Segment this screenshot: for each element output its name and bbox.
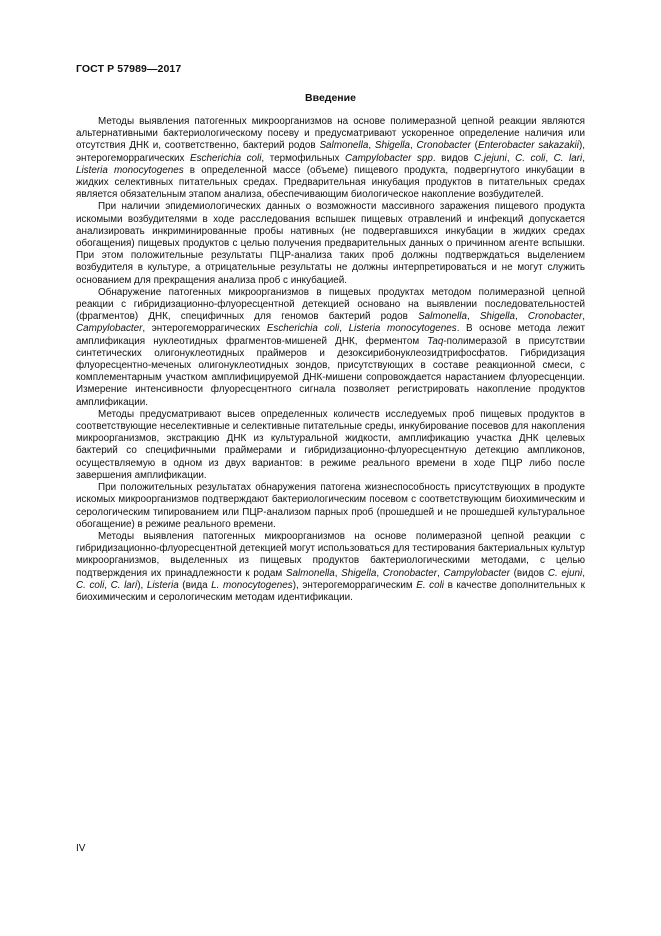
italic-term: Cronobacter [382,567,438,579]
italic-term: Listeria monocytogenes [76,164,184,176]
italic-term: Salmonella [319,140,369,152]
italic-term: Campylobacter [443,567,510,579]
italic-term: C. lari [110,579,138,591]
standard-header: ГОСТ Р 57989—2017 [76,63,182,75]
italic-term: Enterobacter sakazakii [477,140,579,152]
italic-term: Campylobacter spp [344,152,433,164]
italic-term: Salmonella [418,311,467,323]
paragraph: Методы выявления патогенных микроорганизмов на основе полимеразной цепной реакции являются альтернативными бактериологическому посеву и предусматривают ускоренное определение наличия или отсутствия ДНК и, соответственно, бактерий родов Salmonella, Shigella, Cronobacter (Enterobacter sakazakii), энтерогеморрагических Escherichia coli, термофильных Campylobacter spp. видов C.jejuni, C. coli, C. lari, Listeria monocytogenes в определенной массе (объеме) пищевого продукта, подвергнутого инкубации в жидких селективных питательных средах. Предварительная инкубация продуктов в питательных средах является обязательным этапом анализа, обеспечивающим биологическое накопление возбудителей. [76,116,585,201]
page-number: IV [76,843,86,854]
italic-term: Salmonella [285,567,335,579]
italic-term: Shigella [374,140,410,152]
italic-term: Listeria monocytogenes [348,323,457,335]
paragraph: Обнаружение патогенных микроорганизмов в пищевых продуктах методом полимеразной цепной реакции с гибридизационно-флуоресцентной детекцией основано на выявлении последовательностей (фрагментов) ДНК, специфичных для геномов бактерий родов Salmonella, Shigella, Cronobacter, Campylobacter, энтерогеморрагических Escherichia coli, Listeria monocytogenes. В основе метода лежит амплификация нуклеотидных фрагментов-мишеней ДНК, ферментом Taq-полимеразой в присутствии синтетических олигонуклеотидных праймеров и дезоксирибонуклеозидтрифосфатов. Гибридизация флуоресцентно-меченых олигонуклеотидных зондов, присутствующих в составе реакционной смеси, с комплементарным участком амплифицируемой ДНК-мишени сопровождается нарастанием флуоресценции. Измерение интенсивности флуоресцентного сигнала позволяет регистрировать накопление продуктов амплификации. [76,286,585,408]
introduction-body [76,116,585,604]
paragraph: При положительных результатах обнаружения патогена жизнеспособность присутствующих в продукте искомых микроорганизмов подтверждают бактериологическим посевом с соответствующим биохимическим и серологическим типированием или ПЦР-анализом парных проб (прошедшей и не прошедшей культуральное обогащение) в режиме реального времени. [76,482,585,530]
italic-term: C. coli [515,152,546,164]
italic-term: Shigella [479,311,515,323]
section-title: Введение [305,92,356,104]
italic-term: Cronobacter [527,311,583,323]
paragraph: Методы предусматривают высев определенных количеств исследуемых проб пищевых продуктов в соответствующие неселективные и селективные питательные среды, инкубирование посевов для накопления микроорганизмов, экстракцию ДНК из культуральной жидкости, амплификацию участка ДНК целевых бактерий со специфичными праймерами и гибридизационно-флуоресцентную детекцию ампликонов, осуществляемую в одном из двух вариантов: в режиме реального времени в ходе ПЦР либо после завершения амплификации. [76,408,585,481]
italic-term: Listeria [146,579,179,591]
italic-term: L. monocytogenes [211,579,293,591]
italic-term: Campylobacter [76,323,143,335]
italic-term: Escherichia coli [266,323,340,335]
italic-term: Shigella [341,567,377,579]
paragraph: При наличии эпидемиологических данных о возможности массивного заражения пищевого продукта искомыми возбудителями в ходе расследования вспышек пищевых отравлений и инфекций допускается анализировать инкриминированные пробы нативных (не подвергавшихся инкубации в жидких средах обогащения) пищевых продуктов с целью получения предварительных данных о причинном агенте вспышки. При этом положительные результаты ПЦР-анализа таких проб должны подтверждаться выделением возбудителя в культуре, а отрицательные результаты не должны интерпретироваться и не могут служить основанием для прекращения анализа проб с инкубацией. [76,201,585,286]
italic-term: C.jejuni [473,152,507,164]
italic-term: Escherichia coli [190,152,262,164]
italic-term: Taq [427,335,444,347]
italic-term: C. coli [76,579,105,591]
italic-term: C. ejuni [547,567,583,579]
paragraph: Методы выявления патогенных микроорганизмов на основе полимеразной цепной реакции с гибридизационно-флуоресцентной детекцией могут использоваться для тестирования бактериальных культур микроорганизмов, выделенных из пищевых продуктов бактериологическими методами, с целью подтверждения их принадлежности к родам Salmonella, Shigella, Cronobacter, Campylobacter (видов C. ejuni, C. coli, C. lari), Listeria (вида L. monocytogenes), энтерогеморрагическим E. coli в качестве дополнительных к биохимическим и серологическим методам идентификации. [76,530,586,603]
italic-term: Cronobacter [416,140,471,152]
italic-term: C. lari [553,152,583,164]
italic-term: E. coli [416,579,444,591]
